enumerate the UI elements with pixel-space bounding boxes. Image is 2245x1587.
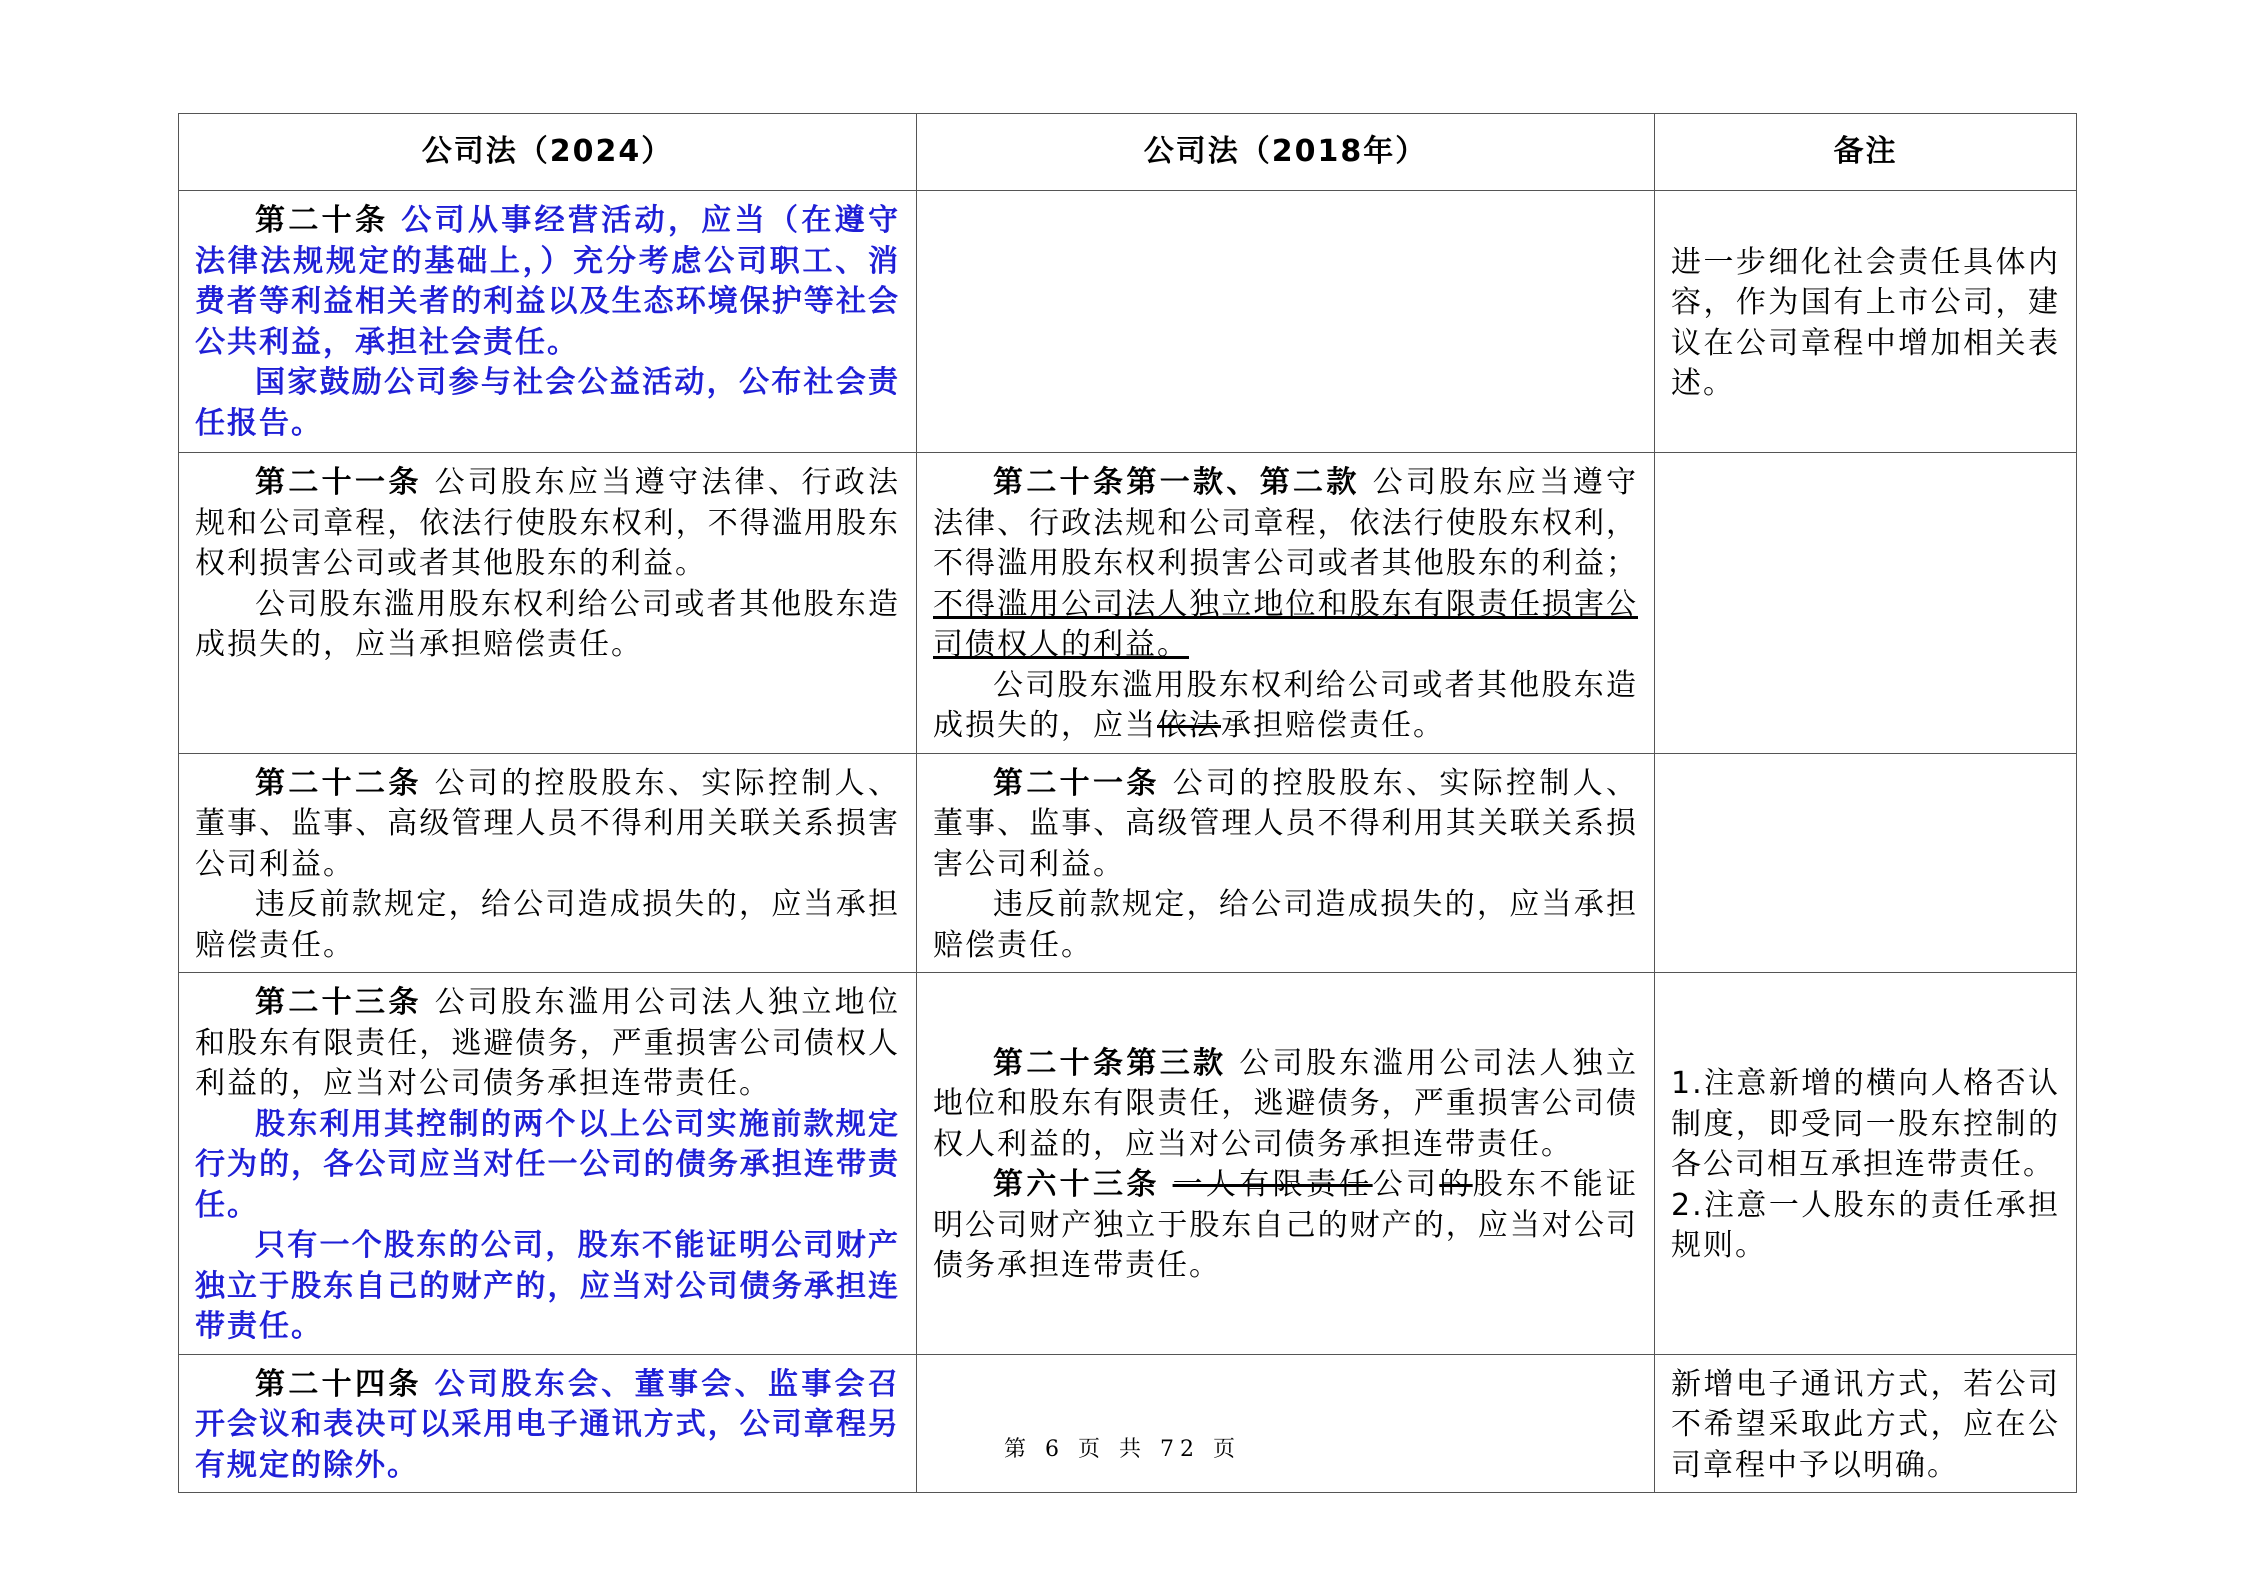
table-row (179, 753, 2077, 973)
cell-2024: 第二十条 公司从事经营活动，应当（在遵守法律法规规定的基础上，）充分考虑公司职工、消费者等利益相关者的利益以及生态环境保护等社会公共利益，承担社会责任。 国家鼓励公司参与社会公益活动，公布社会责任报告。 (179, 191, 917, 453)
table-row (179, 1354, 2077, 1493)
cell-note: 1.注意新增的横向人格否认制度，即受同一股东控制的各公司相互承担连带责任。 2.注意一人股东的责任承担规则。 (1655, 973, 2077, 1355)
header-2018: 公司法（2018年） (917, 114, 1655, 191)
cell-note: 进一步细化社会责任具体内容，作为国有上市公司，建议在公司章程中增加相关表述。 (1655, 191, 2077, 453)
table-row (179, 453, 2077, 754)
cell-2024: 第二十三条 公司股东滥用公司法人独立地位和股东有限责任，逃避债务，严重损害公司债权人利益的，应当对公司债务承担连带责任。 股东利用其控制的两个以上公司实施前款规定行为的，各公司应当对任一公司的债务承担连带责任。 只有一个股东的公司，股东不能证明公司财产独立于股东自己的财产的，应当对公司债务承担连带责任。 (179, 973, 917, 1355)
page-footer: 第 6 页 共 72 页 (1004, 1437, 1241, 1462)
cell-note: 新增电子通讯方式，若公司不希望采取此方式，应在公司章程中予以明确。 (1655, 1354, 2077, 1493)
table-row (179, 973, 2077, 1355)
cell-2018: 第二十条第一款、第二款 公司股东应当遵守法律、行政法规和公司章程，依法行使股东权利，不得滥用股东权利损害公司或者其他股东的利益；不得滥用公司法人独立地位和股东有限责任损害公司债权人的利益。 公司股东滥用股东权利给公司或者其他股东造成损失的，应当依法承担赔偿责任。 (917, 453, 1655, 754)
cell-2018: 第二十一条 公司的控股股东、实际控制人、董事、监事、高级管理人员不得利用其关联关系损害公司利益。 违反前款规定，给公司造成损失的，应当承担赔偿责任。 (917, 753, 1655, 973)
cell-note (1655, 453, 2077, 754)
header-notes: 备注 (1655, 114, 2077, 191)
cell-2018 (917, 191, 1655, 453)
cell-2018 (917, 1354, 1655, 1493)
cell-2024: 第二十二条 公司的控股股东、实际控制人、董事、监事、高级管理人员不得利用关联关系损害公司利益。 违反前款规定，给公司造成损失的，应当承担赔偿责任。 (179, 753, 917, 973)
cell-2024: 第二十一条 公司股东应当遵守法律、行政法规和公司章程，依法行使股东权利，不得滥用股东权利损害公司或者其他股东的利益。 公司股东滥用股东权利给公司或者其他股东造成损失的，应当承担赔偿责任。 (179, 453, 917, 754)
table-row (179, 191, 2077, 453)
header-row (179, 114, 2077, 191)
cell-2018: 第二十条第三款 公司股东滥用公司法人独立地位和股东有限责任，逃避债务，严重损害公司债权人利益的，应当对公司债务承担连带责任。 第六十三条 一人有限责任公司的股东不能证明公司财产独立于股东自己的财产的，应当对公司债务承担连带责任。 (917, 973, 1655, 1355)
comparison-table (178, 113, 2077, 1493)
cell-2024: 第二十四条 公司股东会、董事会、监事会召开会议和表决可以采用电子通讯方式，公司章程另有规定的除外。 (179, 1354, 917, 1493)
header-2024: 公司法（2024） (179, 114, 917, 191)
cell-note (1655, 753, 2077, 973)
